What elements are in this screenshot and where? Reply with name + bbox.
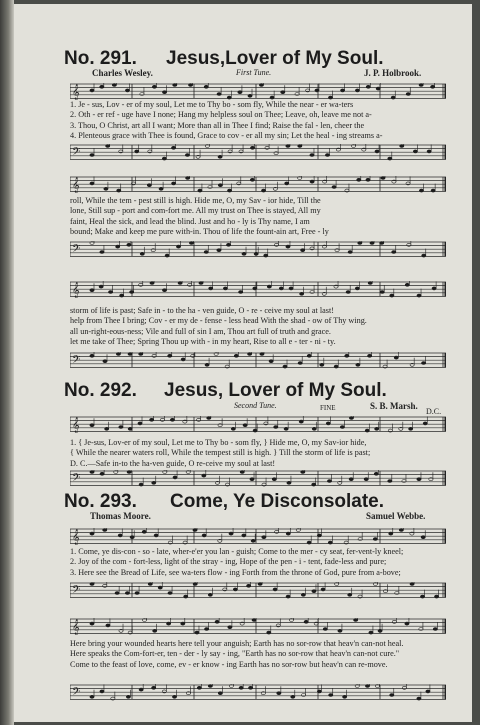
hymn-293-credits [14,511,472,525]
lyrics-block [70,438,450,469]
lyric-line: let me take of Thee; Spring Thou up with - in my heart, Rise to all e - ter - ni - ty. [70,336,336,346]
svg-text:𝄢: 𝄢 [72,146,81,161]
lyric-line: 1. { Je-sus, Lov-er of my soul, Let me to Thy bo - som fly, } Hide me, O, my Sav-ior hide, [70,438,367,447]
lyrics-block [70,196,450,237]
svg-text:𝄞: 𝄞 [72,418,80,433]
lyric-line: 3. Thou, O Christ, art all I want; More than all in Thee I find; Raise the fal - len, cheer the [70,120,365,130]
lyric-line: { While the nearer waters roll, While the tempest still is high. } Till the storm of life is past; [70,448,371,458]
svg-text:𝄢: 𝄢 [72,243,81,258]
lyric-line: 3. Here see the Bread of Life, see wa-ters flow - ing Forth from the throne of God, pure from a-bove; [70,567,401,577]
bass-staff [70,241,446,258]
treble-staff [70,176,446,193]
dc-marking: D.C. [426,407,442,416]
tune-label: First Tune. [236,68,272,77]
fine-marking: FINE [320,404,336,412]
svg-text:𝄞: 𝄞 [72,178,80,193]
lyric-line: 2. Oth - er ref - uge have I none; Hang my helpless soul on Thee; Leave, oh, leave me not a- [70,110,372,120]
book-spine [0,0,14,725]
lyric-line: 4. Plenteous grace with Thee is found, Grace to cov - er all my sin; Let the heal - ing streams a- [70,130,383,140]
hymnal-page [14,4,472,722]
lyric-line: Here speaks the Com-fort-er, ten - der - ly say - ing, "Earth has no sor-row that heav'n can-not cure." [70,649,400,659]
bass-staff [70,144,446,161]
hymn-number: No. 293. [64,491,137,512]
hymn-number: No. 292. [64,380,137,401]
lyric-line: help from Thee I bring; Cov - er my de - fense - less head With the shad - ow of Thy wing. [70,316,367,326]
lyrics-block [70,306,450,347]
lyric-line: roll, While the tem - pest still is high. Hide me, O, my Sav - ior hide, Till the [70,196,321,205]
staff-lines [70,528,446,545]
lyric-line: Come to the feast of love, come, ev - er know - ing Earth has no sor-row but heav'n can re-move. [70,659,388,669]
lyric-line: 1. Je - sus, Lov - er of my soul, Let me to Thy bo - som fly, While the near - er wa-ters [70,100,354,109]
svg-text:𝄢: 𝄢 [72,686,81,701]
treble-staff [70,83,446,100]
lyric-line: 2. Joy of the com - fort-less, light of the stray - ing, Hope of the pen - i - tent, fade-less and pure; [70,557,387,567]
lyric-line: bound; Make and keep me pure with-in. Thou of life the fount-ain art, Free - ly [70,226,329,236]
composer: S. B. Marsh. [370,401,418,411]
svg-text:𝄢: 𝄢 [72,354,81,369]
lyrics-block [70,639,450,670]
staff-lines [70,281,446,298]
staff-lines [70,176,446,193]
svg-text:𝄢: 𝄢 [72,584,81,599]
hymn-291-credits [14,68,472,82]
bass-staff [70,352,446,369]
lyric-line: D. C.—Safe in-to the ha-ven guide, O re-ceive my soul at last! [70,458,276,468]
staff-lines [70,144,446,161]
svg-text:𝄞: 𝄞 [72,283,80,298]
author: Charles Wesley. [92,68,153,78]
author: Thomas Moore. [90,511,151,521]
treble-staff [70,281,446,298]
bass-staff [70,582,446,599]
lyric-line: Here bring your wounded hearts here tell your anguish; Earth has no sor-row that heav'n can-not heal. [70,639,404,648]
treble-staff [70,528,446,545]
lyric-line: 1. Come, ye dis-con - so - late, wher-e'er you lan - guish; Come to the mer - cy seat, fer-vent-ly kneel; [70,547,404,556]
bass-staff [70,470,446,487]
composer: Samuel Webbe. [366,511,426,521]
lyric-line: storm of life is past; Safe in - to the ha - ven guide, O - re - ceive my soul at last! [70,306,334,315]
lyrics-block [70,547,450,578]
svg-text:𝄞: 𝄞 [72,85,80,100]
composer: J. P. Holbrook. [364,68,422,78]
svg-text:𝄞: 𝄞 [72,620,80,635]
lyric-line: faint, Heal the sick, and lead the blind. Just and ho - ly is Thy name, I am [70,216,310,226]
hymn-292-credits [14,401,472,415]
staff-lines [70,241,446,258]
lyrics-block [70,100,450,141]
hymn-title: Jesus,Lover of My Soul. [166,48,384,69]
bass-staff [70,684,446,701]
treble-staff [70,618,446,635]
treble-staff [70,416,446,433]
tune-label: Second Tune. [234,401,277,410]
hymn-title: Jesus, Lover of My Soul. [164,380,387,401]
staff-lines [70,83,446,100]
lyric-line: lone, Still sup - port and com-fort me. All my trust on Thee is stayed, All my [70,206,321,216]
staff-lines [70,416,446,433]
svg-text:𝄢: 𝄢 [72,472,81,487]
staff-lines [70,618,446,635]
staff-lines [70,470,446,487]
staff-lines [70,684,446,701]
staff-lines [70,352,446,369]
lyric-line: all un-right-eous-ness; Vile and full of sin I am, Thou art full of truth and grace. [70,326,331,336]
hymn-number: No. 291. [64,48,137,69]
staff-lines [70,582,446,599]
svg-text:𝄞: 𝄞 [72,530,80,545]
hymn-title: Come, Ye Disconsolate. [170,491,385,512]
